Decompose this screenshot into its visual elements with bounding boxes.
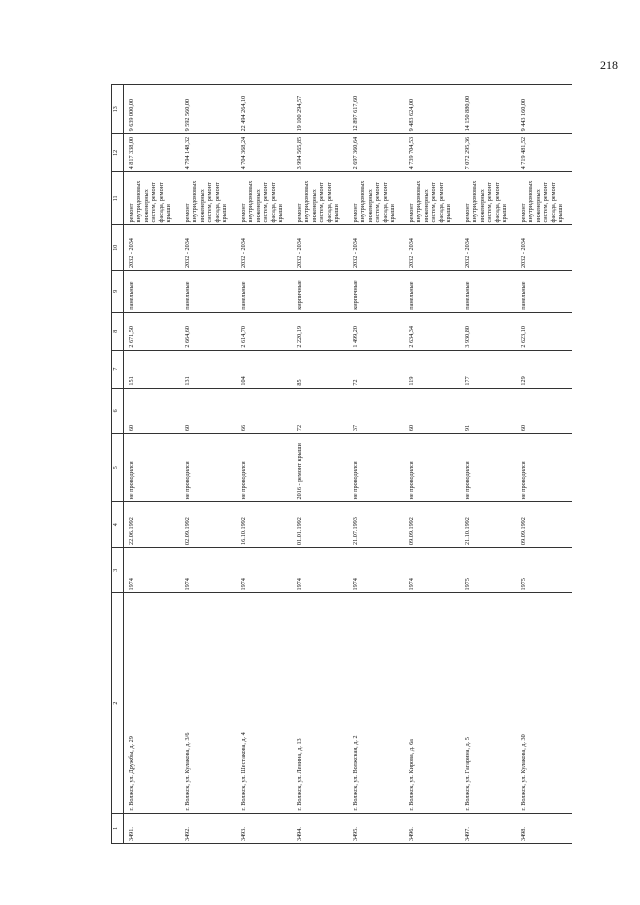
cell-wall-material: панельные [180, 271, 236, 313]
cell-row-number: 3495. [348, 813, 404, 843]
cell-cost-2: 12 897 617,60 [348, 85, 404, 134]
cell-row-number: 3493. [236, 813, 292, 843]
cell-apartments: 60 [516, 388, 572, 434]
cell-last-repair: 2016 - ремонт крыши [292, 434, 348, 502]
cell-address: г. Волжск, ул. Кирова, д. 6а [404, 593, 460, 813]
cell-row-number: 3494. [292, 813, 348, 843]
cell-last-repair: не проводился [460, 434, 516, 502]
cell-year-built: 1974 [348, 547, 404, 593]
cell-apartments: 60 [180, 388, 236, 434]
column-header: 10 [112, 225, 124, 271]
cell-cost-1: 2 697 360,64 [348, 134, 404, 172]
cell-area: 2 664,60 [180, 312, 236, 350]
page-number: 218 [600, 58, 618, 72]
cell-area: 2 634,34 [404, 312, 460, 350]
cell-privatization-date: 02.09.1992 [180, 502, 236, 548]
table-row [180, 85, 236, 844]
cell-last-repair: не проводился [348, 434, 404, 502]
cell-privatization-date: 21.10.1992 [460, 502, 516, 548]
cell-last-repair: не проводился [236, 434, 292, 502]
cell-cost-2: 9 639 000,00 [124, 85, 181, 134]
cell-repair-period: 2032 - 2034 [180, 225, 236, 271]
cell-repair-period: 2032 - 2034 [348, 225, 404, 271]
cell-row-number: 3497. [460, 813, 516, 843]
cell-work-types: ремонт внутридомовых инженерных систем, ремонт фасада, ремонт крыши [292, 172, 348, 225]
table-body [112, 85, 573, 844]
cell-privatization-date: 21.07.1993 [348, 502, 404, 548]
cell-repair-period: 2032 - 2034 [516, 225, 572, 271]
cell-address: г. Волжск, ул. Ленина, д. 13 [292, 593, 348, 813]
cell-wall-material: панельные [460, 271, 516, 313]
cell-wall-material: кирпичные [292, 271, 348, 313]
cell-residents: 177 [460, 350, 516, 388]
rotated-table-container [111, 84, 611, 844]
cell-cost-2: 9 592 560,00 [180, 85, 236, 134]
cell-last-repair: не проводился [180, 434, 236, 502]
cell-address: г. Волжск, ул. Кулакова, д. 3/6 [180, 593, 236, 813]
cell-residents: 85 [292, 350, 348, 388]
cell-residents: 131 [180, 350, 236, 388]
cell-cost-2: 9 443 160,00 [516, 85, 572, 134]
cell-apartments: 60 [404, 388, 460, 434]
cell-work-types: ремонт внутридомовых инженерных систем, ремонт фасада, ремонт крыши [404, 172, 460, 225]
cell-apartments: 72 [292, 388, 348, 434]
cell-residents: 104 [236, 350, 292, 388]
cell-area: 3 930,80 [460, 312, 516, 350]
cell-apartments: 66 [236, 388, 292, 434]
column-header: 5 [112, 434, 124, 502]
table-row [292, 85, 348, 844]
cell-address: г. Волжск, ул. Гагарина, д. 5 [460, 593, 516, 813]
cell-cost-1: 4 739 704,53 [404, 134, 460, 172]
cell-privatization-date: 16.10.1992 [236, 502, 292, 548]
table-row [124, 85, 181, 844]
cell-repair-period: 2032 - 2034 [124, 225, 181, 271]
table-row [236, 85, 292, 844]
cell-year-built: 1974 [180, 547, 236, 593]
cell-row-number: 3496. [404, 813, 460, 843]
cell-area: 2 623,10 [516, 312, 572, 350]
cell-work-types: ремонт внутридомовых инженерных систем, ремонт фасада, ремонт крыши [516, 172, 572, 225]
cell-work-types: ремонт внутридомовых инженерных систем, ремонт фасада, ремонт крыши [180, 172, 236, 225]
cell-repair-period: 2032 - 2034 [292, 225, 348, 271]
cell-area: 2 614,70 [236, 312, 292, 350]
cell-work-types: ремонт внутридомовых инженерных систем, ремонт фасада, ремонт крыши [124, 172, 181, 225]
cell-last-repair: не проводился [404, 434, 460, 502]
column-header: 2 [112, 593, 124, 813]
cell-repair-period: 2032 - 2034 [404, 225, 460, 271]
cell-residents: 151 [124, 350, 181, 388]
cell-cost-1: 4 794 148,32 [180, 134, 236, 172]
cell-apartments: 91 [460, 388, 516, 434]
cell-wall-material: кирпичные [348, 271, 404, 313]
cell-row-number: 3491. [124, 813, 181, 843]
cell-privatization-date: 09.09.1992 [516, 502, 572, 548]
cell-repair-period: 2032 - 2034 [236, 225, 292, 271]
cell-address: г. Волжск, ул. Волжская, д. 2 [348, 593, 404, 813]
column-header: 13 [112, 85, 124, 134]
table-row [460, 85, 516, 844]
cell-year-built: 1974 [292, 547, 348, 593]
cell-cost-2: 14 150 880,00 [460, 85, 516, 134]
housing-repair-table [111, 84, 572, 844]
cell-repair-period: 2032 - 2034 [460, 225, 516, 271]
cell-address: г. Волжск, ул. Дружбы, д. 29 [124, 593, 181, 813]
cell-year-built: 1975 [516, 547, 572, 593]
cell-year-built: 1974 [124, 547, 181, 593]
cell-cost-2: 9 483 624,00 [404, 85, 460, 134]
cell-residents: 72 [348, 350, 404, 388]
column-header: 12 [112, 134, 124, 172]
cell-address: г. Волжск, ул. Шестакова, д. 4 [236, 593, 292, 813]
cell-year-built: 1975 [460, 547, 516, 593]
cell-cost-1: 4 719 481,52 [516, 134, 572, 172]
cell-work-types: ремонт внутридомовых инженерных систем, ремонт фасада, ремонт крыши [236, 172, 292, 225]
column-header: 4 [112, 502, 124, 548]
cell-apartments: 60 [124, 388, 181, 434]
cell-apartments: 37 [348, 388, 404, 434]
cell-privatization-date: 09.09.1992 [404, 502, 460, 548]
cell-year-built: 1974 [404, 547, 460, 593]
cell-cost-1: 3 994 565,85 [292, 134, 348, 172]
table-row [516, 85, 572, 844]
cell-residents: 119 [404, 350, 460, 388]
cell-cost-1: 4 817 338,00 [124, 134, 181, 172]
cell-privatization-date: 01.01.1992 [292, 502, 348, 548]
cell-row-number: 3498. [516, 813, 572, 843]
cell-area: 2 671,50 [124, 312, 181, 350]
column-header: 1 [112, 813, 124, 843]
cell-cost-2: 22 494 264,10 [236, 85, 292, 134]
cell-privatization-date: 22.06.1992 [124, 502, 181, 548]
cell-work-types: ремонт внутридомовых инженерных систем, ремонт фасада, ремонт крыши [460, 172, 516, 225]
cell-wall-material: панельные [516, 271, 572, 313]
cell-cost-2: 19 100 294,57 [292, 85, 348, 134]
column-number-row [112, 85, 124, 844]
cell-wall-material: панельные [404, 271, 460, 313]
cell-year-built: 1974 [236, 547, 292, 593]
table-row [404, 85, 460, 844]
cell-address: г. Волжск, ул. Кулакова, д. 30 [516, 593, 572, 813]
cell-residents: 129 [516, 350, 572, 388]
cell-last-repair: не проводился [124, 434, 181, 502]
cell-last-repair: не проводился [516, 434, 572, 502]
cell-wall-material: панельные [124, 271, 181, 313]
column-header: 3 [112, 547, 124, 593]
column-header: 11 [112, 172, 124, 225]
table-row [348, 85, 404, 844]
column-header: 7 [112, 350, 124, 388]
column-header: 8 [112, 312, 124, 350]
cell-row-number: 3492. [180, 813, 236, 843]
cell-cost-1: 7 072 295,36 [460, 134, 516, 172]
cell-work-types: ремонт внутридомовых инженерных систем, ремонт фасада, ремонт крыши [348, 172, 404, 225]
column-header: 9 [112, 271, 124, 313]
cell-area: 2 220,19 [292, 312, 348, 350]
column-header: 6 [112, 388, 124, 434]
cell-area: 1 499,20 [348, 312, 404, 350]
cell-wall-material: панельные [236, 271, 292, 313]
cell-cost-1: 4 704 368,24 [236, 134, 292, 172]
